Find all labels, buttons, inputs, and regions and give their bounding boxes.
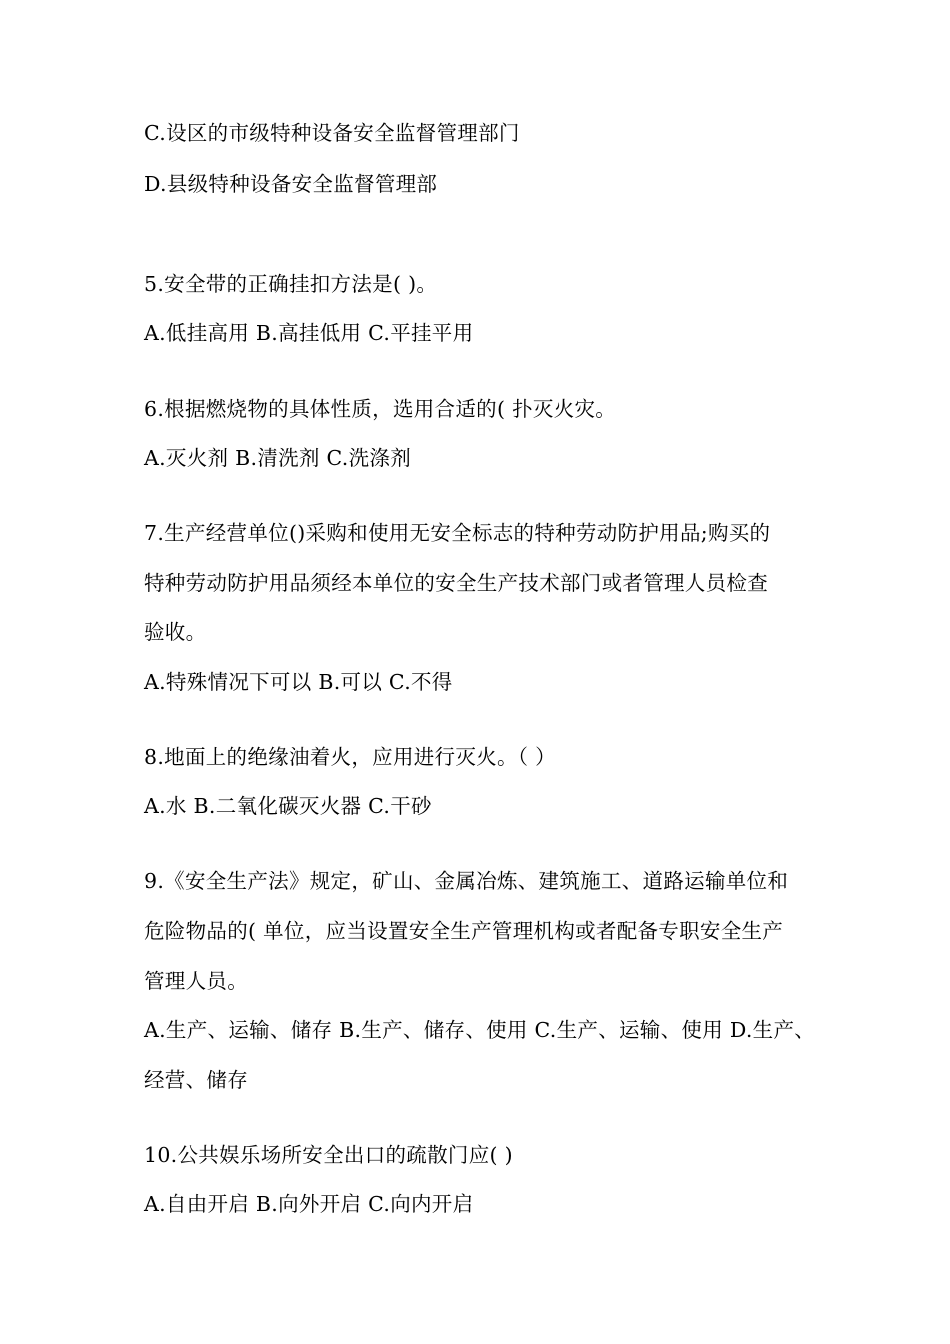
options-10: A.自由开启 B.向外开启 C.向内开启 — [144, 1192, 474, 1216]
question-6: 6.根据燃烧物的具体性质，选用合适的( 扑灭火灾。 — [144, 397, 617, 421]
options-9-line-1: A.生产、运输、储存 B.生产、储存、使用 C.生产、运输、使用 D.生产、 — [144, 1018, 816, 1042]
question-7-line-1: 7.生产经营单位()采购和使用无安全标志的特种劳动防护用品;购买的 — [144, 521, 771, 545]
options-5: A.低挂高用 B.高挂低用 C.平挂平用 — [144, 321, 474, 345]
question-9-line-2: 危险物品的( 单位，应当设置安全生产管理机构或者配备专职安全生产 — [144, 919, 784, 943]
options-7: A.特殊情况下可以 B.可以 C.不得 — [144, 670, 453, 694]
options-6: A.灭火剂 B.清洗剂 C.洗涤剂 — [144, 446, 412, 470]
options-9-line-2: 经营、储存 — [144, 1068, 248, 1092]
question-5: 5.安全带的正确挂扣方法是( )。 — [144, 272, 438, 296]
question-7-line-2: 特种劳动防护用品须经本单位的安全生产技术部门或者管理人员检查 — [144, 571, 768, 595]
question-7-line-3: 验收。 — [144, 620, 207, 644]
question-9-line-1: 9.《安全生产法》规定，矿山、金属冶炼、建筑施工、道路运输单位和 — [144, 869, 789, 893]
option-4c: C.设区的市级特种设备安全监督管理部门 — [144, 121, 520, 145]
question-8: 8.地面上的绝缘油着火，应用进行灭火。（ ） — [144, 745, 556, 769]
question-9-line-3: 管理人员。 — [144, 969, 248, 993]
question-10: 10.公共娱乐场所安全出口的疏散门应( ) — [144, 1143, 513, 1167]
option-4d: D.县级特种设备安全监督管理部 — [144, 172, 438, 196]
options-8: A.水 B.二氧化碳灭火器 C.干砂 — [144, 794, 432, 818]
